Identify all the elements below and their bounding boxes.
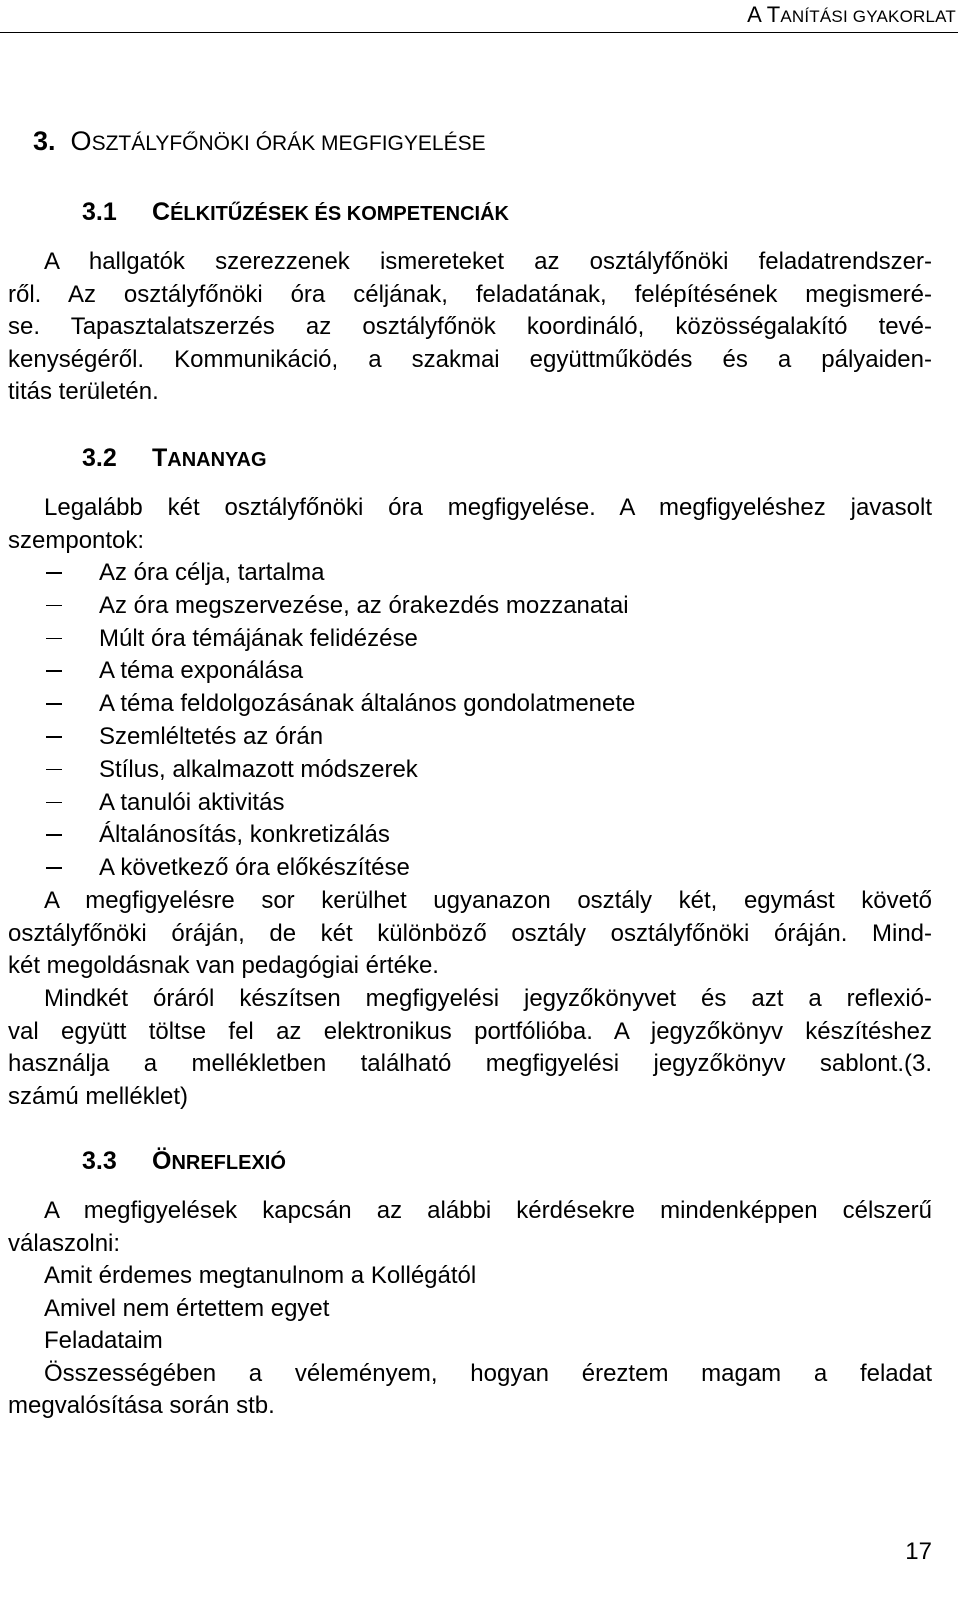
paragraph-line: Amivel nem értettem egyet: [44, 1294, 330, 1322]
dash-bullet: [46, 605, 62, 607]
paragraph-line: számú melléklet): [8, 1082, 189, 1110]
material-paragraph-1: [8, 885, 932, 983]
dash-bullet: [46, 670, 62, 672]
paragraph-line: ről. Az osztályfőnöki óra céljának, feladatának, felépítésének megismeré-: [8, 280, 932, 308]
paragraph-line: titás területén.: [8, 378, 159, 405]
paragraph-line: Legalább két osztályfőnöki óra megfigyelése. A megfigyeléshez javasolt: [44, 494, 932, 521]
paragraph-line: val együtt töltse fel az elektronikus portfólióba. A jegyzőkönyv készítéshez: [8, 1017, 932, 1045]
dash-bullet: [46, 736, 62, 738]
selfreflection-paragraph: [8, 1195, 932, 1423]
dash-bullet: [46, 834, 62, 836]
running-header: [0, 0, 958, 33]
section-number: 3.: [33, 126, 56, 156]
dash-bullet: [46, 703, 62, 705]
dash-bullet: [46, 638, 62, 640]
paragraph-line: Összességében a véleményem, hogyan éreztem magam a feladat: [44, 1359, 932, 1387]
dash-bullet: [46, 802, 62, 804]
paragraph-line: válaszolni:: [8, 1229, 121, 1257]
paragraph-line: A hallgatók szerezzenek ismereteket az osztályfőnöki feladatrendszer-: [44, 248, 932, 275]
paragraph-line: használja a mellékletben található megfigyelési jegyzőkönyv sablont.(3.: [8, 1050, 932, 1077]
goals-paragraph: [8, 246, 932, 409]
paragraph-line: megvalósítása során stb.: [8, 1392, 275, 1419]
paragraph-line: A megfigyelésre sor kerülhet ugyanazon osztály két, egymást követő: [44, 887, 932, 914]
paragraph-line: se. Tapasztalatszerzés az osztályfőnök koordináló, közösségalakító tevé-: [8, 313, 932, 340]
paragraph-line: két megoldásnak van pedagógiai értéke.: [8, 952, 439, 979]
subsection-heading-material: 3.2 TANANYAG: [82, 444, 267, 472]
running-title: A TANÍTÁSI GYAKORLAT: [747, 2, 956, 27]
dash-bullet: [46, 572, 62, 574]
dash-bullet: [46, 867, 62, 869]
subsection-heading-selfreflection: 3.3 ÖNREFLEXIÓ: [82, 1147, 286, 1175]
material-intro: [8, 492, 932, 557]
dash-bullet: [46, 769, 62, 771]
material-paragraph-2: [8, 983, 932, 1113]
subsection-heading-goals: 3.1 CÉLKITŰZÉSEK ÉS KOMPETENCIÁK: [82, 198, 509, 226]
section-heading: 3. OSZTÁLYFŐNÖKI ÓRÁK MEGFIGYELÉSE: [33, 126, 486, 156]
paragraph-line: Mindkét óráról készítsen megfigyelési jegyzőkönyvet és azt a reflexió-: [44, 985, 932, 1012]
paragraph-line: Amit érdemes megtanulnom a Kollégától: [44, 1262, 477, 1289]
paragraph-line: Feladataim: [44, 1327, 163, 1354]
page-number: 17: [905, 1538, 932, 1565]
paragraph-line: szempontok:: [8, 526, 145, 554]
document-page: A TANÍTÁSI GYAKORLAT 3. OSZTÁLYFŐNÖKI ÓRÁK MEGFIGYELÉSE 3.1 CÉLKITŰZÉSEK ÉS KOMPETENCIÁK A hallgatók szerezzenek ismereteket az osztályfőnöki feladatrendszer- ről. Az osztályfőnöki óra céljának, feladatának, felépítésének megismeré- se. Tapasztalatszerzés az osztályfőnök koordináló, közösségalakító tevé- kenységéről. Kommunikáció, a szakmai együttműködés és a pályaiden- titás területén. 3.2 TANANYAG Legalább két osztályfőnöki óra megfigyelése. A megfigyeléshez javasolt szempontok: Az óra célja, tartalma Az óra megszervezése, az órakezdés mozzanatai Múlt óra témájának felidézése A téma exponálása A téma feldolgozásának általános gondolatmenete Szemléltetés az órán Stílus, alkalmazott módszerek A tanulói aktivitás Általánosítás, konkretizálás A következő óra előkészítése A megfigyelésre sor kerülhet ugyanazon osztály két, egymást követő osztályfőnöki óráján, de két különböző osztály osztályfőnöki óráján. Mind- két megoldásnak van pedagógiai értéke. Mindkét óráról készítsen megfigyelési jegyzőkönyvet és azt a reflexió- val együtt töltse fel az elektronikus portfólióba. A jegyzőkönyv készítéshez használja a mellékletben található megfigyelési jegyzőkönyv sablont.(3. számú melléklet) 3.3 ÖNREFLEXIÓ A megfigyelések kapcsán az alábbi kérdésekre mindenképpen célszerű válaszolni: Amit érdemes megtanulnom a Kollégától Amivel nem értettem egyet Feladataim Összességében a véleményem, hogyan éreztem magam a feladat megvalósítása során stb. 17: [0, 0, 960, 1605]
paragraph-line: osztályfőnöki óráján, de két különböző osztály osztályfőnöki óráján. Mind-: [8, 919, 932, 947]
paragraph-line: kenységéről. Kommunikáció, a szakmai együttműködés és a pályaiden-: [8, 345, 932, 373]
paragraph-line: A megfigyelések kapcsán az alábbi kérdésekre mindenképpen célszerű: [44, 1197, 932, 1224]
